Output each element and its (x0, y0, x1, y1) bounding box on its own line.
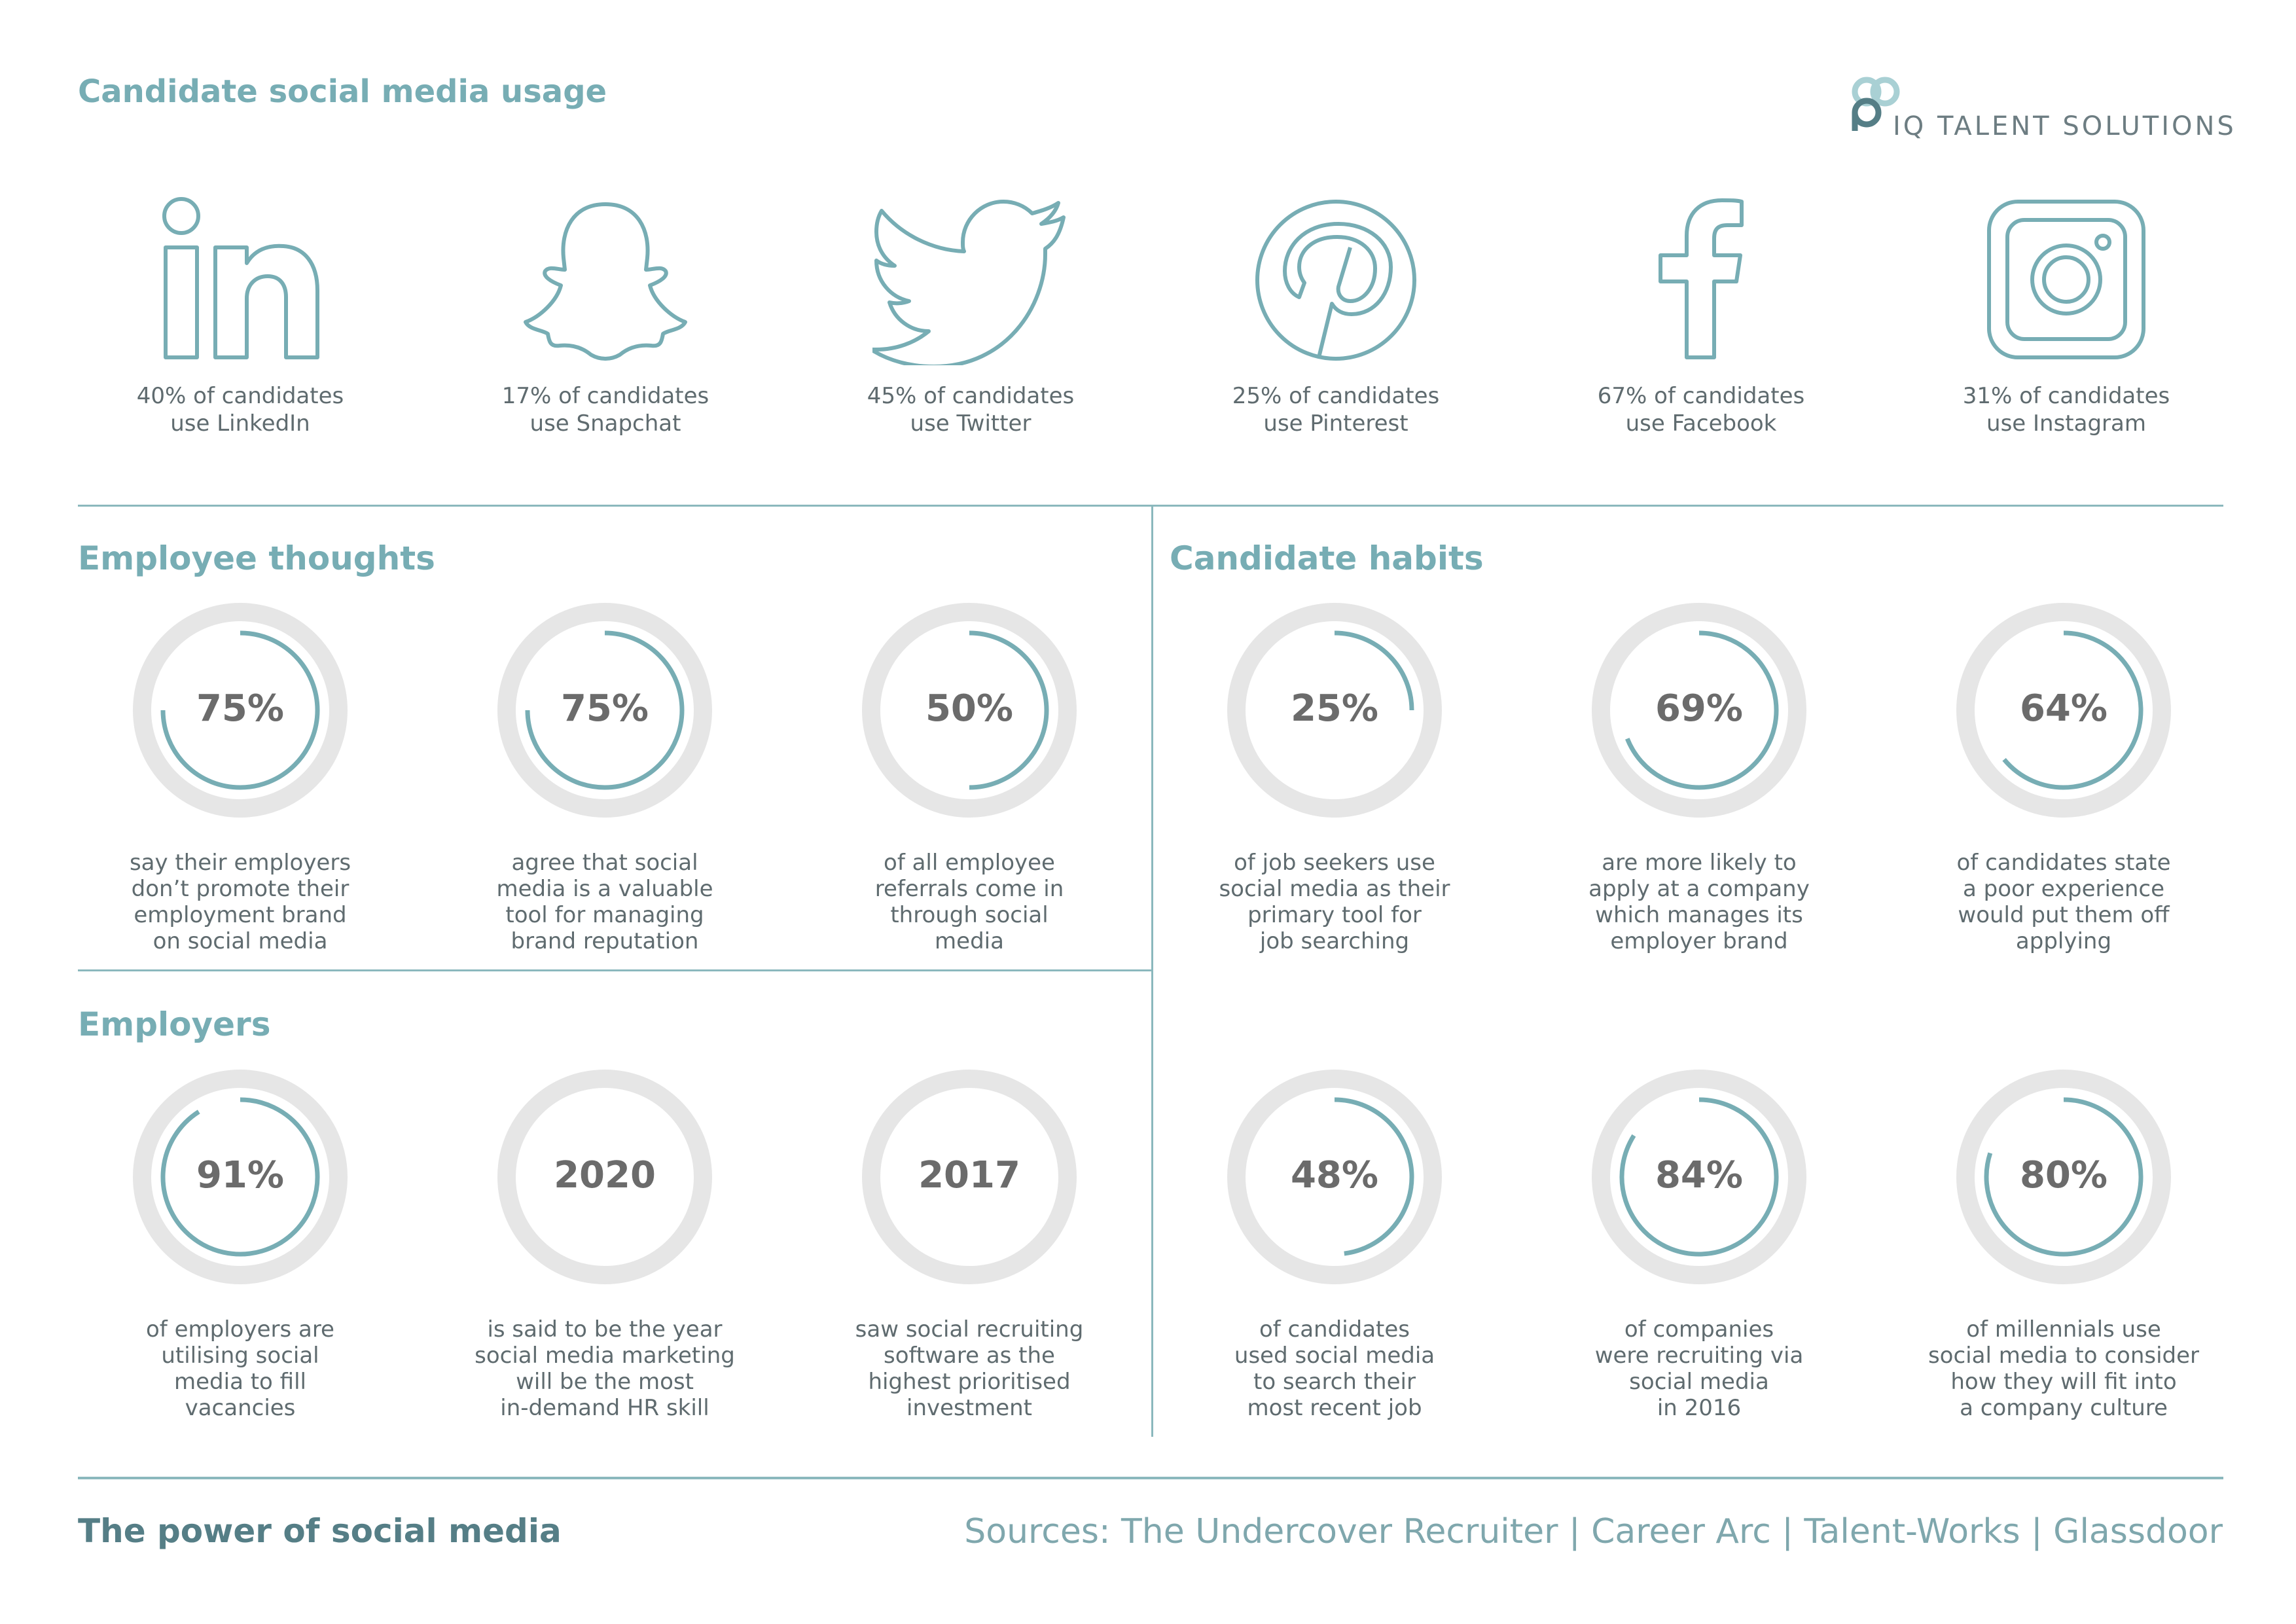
stat-description-line: tool for managing (505, 902, 704, 928)
stat-description-line: primary tool for (1247, 902, 1422, 928)
stat-description-line: don’t promote their (131, 876, 350, 902)
stat-description-line: of job seekers use (1234, 850, 1435, 876)
footer-title: The power of social media (78, 1512, 562, 1550)
stat-value: 2020 (554, 1154, 656, 1197)
stat-description-line: vacancies (185, 1395, 296, 1421)
stat-value: 50% (925, 687, 1014, 730)
stat-description-line: on social media (152, 928, 328, 954)
stat-card (1171, 1069, 1498, 1421)
section-title-candidate-habits: Candidate habits (1170, 539, 1484, 577)
stat-description-line: are more likely to (1602, 850, 1797, 876)
stat-description-line: say their employers (129, 850, 351, 876)
stat-value: 75% (560, 687, 649, 730)
stat-description-line: were recruiting via (1594, 1343, 1804, 1369)
social-line-2: use Pinterest (1263, 410, 1408, 437)
divider-vertical (1151, 505, 1153, 1437)
stat-description-line: referrals come in (874, 876, 1064, 902)
social-line-2: use Twitter (910, 410, 1031, 437)
stat-description (806, 1316, 1133, 1421)
stat-description-line: highest prioritised (868, 1369, 1071, 1395)
divider-middle (78, 969, 1151, 971)
stat-description (441, 850, 768, 954)
stat-description-line: how they will fit into (1950, 1369, 2177, 1395)
stat-value: 48% (1290, 1154, 1379, 1197)
stat-card (77, 1069, 404, 1421)
stat-card (1535, 1069, 1863, 1421)
brand-logo (1850, 73, 2236, 145)
stat-description (1171, 850, 1498, 954)
twitter-icon (872, 195, 1069, 365)
social-item-facebook (1570, 195, 1832, 437)
stat-description-line: media (935, 928, 1004, 954)
stat-description (1171, 1316, 1498, 1421)
social-line-1: 45% of candidates (867, 383, 1075, 409)
stat-description-line: in 2016 (1657, 1395, 1742, 1421)
instagram-icon (1981, 195, 2151, 365)
social-item-linkedin (109, 195, 371, 437)
stat-description-line: a company culture (1960, 1395, 2168, 1421)
social-item-instagram (1935, 195, 2197, 437)
stat-description-line: of millennials use (1966, 1316, 2161, 1343)
stat-description-line: a poor experience (1962, 876, 2165, 902)
stat-value: 91% (196, 1154, 285, 1197)
stat-card (441, 1069, 768, 1421)
social-line-1: 67% of candidates (1597, 383, 1805, 409)
stat-card (1535, 602, 1863, 954)
stat-description-line: apply at a company (1588, 876, 1810, 902)
stat-description-line: of candidates state (1956, 850, 2171, 876)
social-line-2: use Instagram (1986, 410, 2146, 437)
stat-description-line: media to fill (174, 1369, 306, 1395)
stat-description-line: investment (906, 1395, 1032, 1421)
social-line-1: 25% of candidates (1232, 383, 1440, 409)
stat-description-line: would put them off (1958, 902, 2170, 928)
stat-value: 75% (196, 687, 285, 730)
stat-description-line: of employers are (146, 1316, 334, 1343)
social-item-pinterest (1205, 195, 1467, 437)
stat-description-line: social media marketing (475, 1343, 735, 1369)
stat-description (806, 850, 1133, 954)
stat-description-line: job searching (1259, 928, 1410, 954)
stat-card (1171, 602, 1498, 954)
stat-value: 80% (2019, 1154, 2108, 1197)
stat-card (1900, 1069, 2227, 1421)
snapchat-icon (520, 195, 691, 365)
stat-description-line: social media (1629, 1369, 1769, 1395)
stat-description-line: brand reputation (511, 928, 699, 954)
stat-value: 69% (1655, 687, 1744, 730)
facebook-icon (1616, 195, 1786, 365)
stat-description-line: through social (890, 902, 1049, 928)
stat-card (441, 602, 768, 954)
stat-description-line: will be the most (516, 1369, 694, 1395)
social-item-snapchat (475, 195, 736, 437)
divider-top (78, 505, 2223, 507)
social-line-2: use Facebook (1625, 410, 1777, 437)
stat-description-line: to search their (1253, 1369, 1416, 1395)
stat-description-line: in-demand HR skill (500, 1395, 709, 1421)
section-title-employee-thoughts: Employee thoughts (78, 539, 435, 577)
social-line-2: use Snapchat (529, 410, 681, 437)
stat-description (77, 850, 404, 954)
social-line-1: 31% of candidates (1962, 383, 2170, 409)
stat-description-line: agree that social (511, 850, 698, 876)
stat-description-line: employment brand (134, 902, 347, 928)
social-line-1: 17% of candidates (501, 383, 709, 409)
stat-value: 2017 (918, 1154, 1020, 1197)
linkedin-icon (155, 195, 325, 365)
stat-description (77, 1316, 404, 1421)
stat-card (1900, 602, 2227, 954)
divider-bottom (78, 1477, 2223, 1479)
pinterest-icon (1251, 195, 1421, 365)
section-title-employers: Employers (78, 1005, 271, 1043)
stat-description-line: which manages its (1595, 902, 1803, 928)
stat-description-line: saw social recruiting (855, 1316, 1084, 1343)
stat-description-line: software as the (884, 1343, 1055, 1369)
page-title: Candidate social media usage (78, 73, 607, 110)
stat-description-line: of companies (1624, 1316, 1774, 1343)
stat-description-line: of all employee (884, 850, 1055, 876)
stat-description (1535, 850, 1863, 954)
stat-description-line: employer brand (1610, 928, 1788, 954)
stat-description (1900, 850, 2227, 954)
stat-description-line: social media as their (1219, 876, 1450, 902)
stat-description-line: used social media (1234, 1343, 1435, 1369)
sources-text: Sources: The Undercover Recruiter | Career Arc | Talent-Works | Glassdoor (964, 1512, 2223, 1551)
stat-description-line: utilising social (161, 1343, 319, 1369)
stat-description-line: media is a valuable (496, 876, 713, 902)
stat-description-line: most recent job (1247, 1395, 1422, 1421)
social-line-1: 40% of candidates (136, 383, 344, 409)
social-item-twitter (840, 195, 1102, 437)
stat-description-line: applying (2015, 928, 2112, 954)
brand-name: IQ TALENT SOLUTIONS (1893, 111, 2236, 141)
stat-card (806, 1069, 1133, 1421)
stat-value: 64% (2019, 687, 2108, 730)
stat-description (1900, 1316, 2227, 1421)
stat-description-line: of candidates (1259, 1316, 1410, 1343)
stat-card (806, 602, 1133, 954)
stat-description (441, 1316, 768, 1421)
stat-value: 25% (1290, 687, 1379, 730)
stat-value: 84% (1655, 1154, 1744, 1197)
stat-description-line: is said to be the year (487, 1316, 723, 1343)
stat-description (1535, 1316, 1863, 1421)
social-line-2: use LinkedIn (170, 410, 310, 437)
stat-description-line: social media to consider (1928, 1343, 2200, 1369)
stat-card (77, 602, 404, 954)
